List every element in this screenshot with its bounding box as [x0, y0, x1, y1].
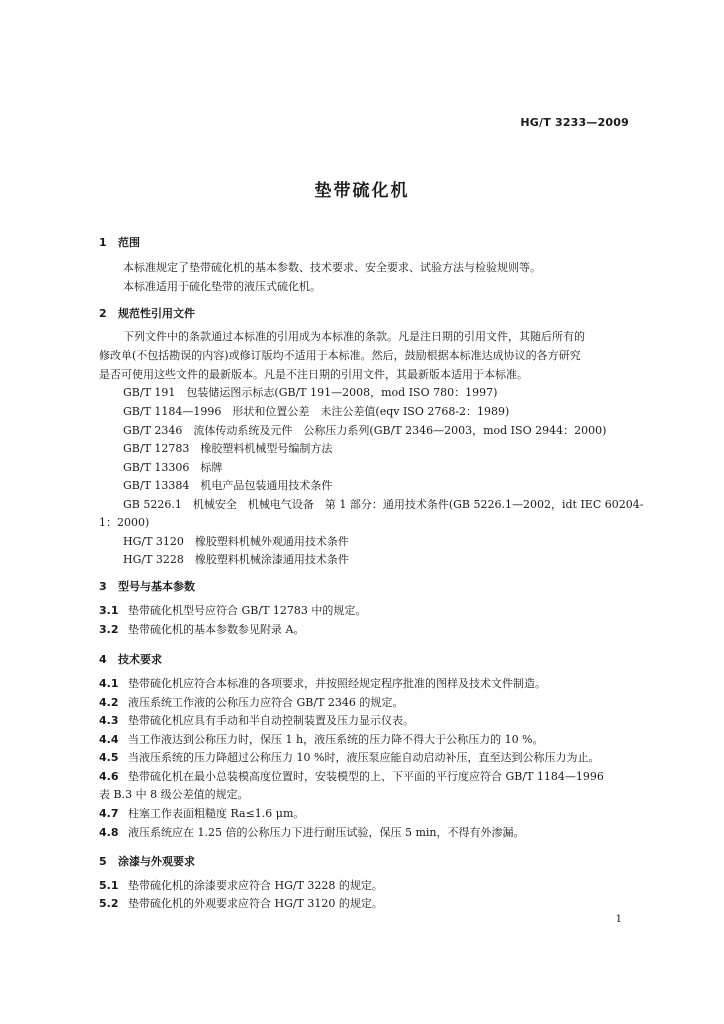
- section-heading-technical-requirements: 4 技术要求: [99, 653, 162, 666]
- reference-item: GB/T 2346 流体传动系统及元件 公称压力系列(GB/T 2346—2003，mod ISO 2944：2000): [123, 424, 607, 437]
- reference-item-continuation: 1：2000): [99, 516, 150, 529]
- reference-item: GB/T 13384 机电产品包装通用技术条件: [123, 479, 333, 492]
- clause-4-2: 4.2 液压系统工作液的公称压力应符合 GB/T 2346 的规定。: [99, 696, 404, 709]
- clause-4-4: 4.4 当工作液达到公称压力时，保压 1 h，液压系统的压力降不得大于公称压力的 10 %。: [99, 733, 544, 746]
- standard-code: HG/T 3233—2009: [520, 116, 629, 129]
- reference-item: GB/T 1184—1996 形状和位置公差 未注公差值(eqv ISO 2768-2：1989): [123, 405, 510, 418]
- clause-4-6-continuation: 表 B.3 中 8 级公差值的规定。: [99, 788, 249, 801]
- reference-item: GB/T 191 包装储运图示标志(GB/T 191—2008，mod ISO 780：1997): [123, 386, 498, 399]
- reference-item: HG/T 3120 橡胶塑料机械外观通用技术条件: [123, 535, 349, 548]
- paragraph-line: 本标准规定了垫带硫化机的基本参数、技术要求、安全要求、试验方法与检验规则等。: [123, 261, 541, 274]
- reference-item: GB 5226.1 机械安全 机械电气设备 第 1 部分：通用技术条件(GB 5226.1—2002，idt IEC 60204-: [123, 498, 644, 511]
- clause-3-1: 3.1 垫带硫化机型号应符合 GB/T 12783 中的规定。: [99, 604, 367, 617]
- section-heading-model-parameters: 3 型号与基本参数: [99, 580, 195, 593]
- clause-4-6: 4.6 垫带硫化机在最小总装模高度位置时，安装模型的上、下平面的平行度应符合 GB/T 1184—1996: [99, 770, 604, 783]
- paragraph-line: 下列文件中的条款通过本标准的引用成为本标准的条款。凡是注日期的引用文件，其随后所有的: [123, 330, 585, 343]
- clause-4-5: 4.5 当液压系统的压力降超过公称压力 10 %时，液压泵应能自动启动补压，直至达到公称压力为止。: [99, 751, 600, 764]
- document-title: 垫带硫化机: [314, 181, 410, 201]
- section-heading-scope: 1 范围: [99, 236, 140, 249]
- paragraph-line: 本标准适用于硫化垫带的液压式硫化机。: [123, 280, 321, 293]
- clause-4-1: 4.1 垫带硫化机应符合本标准的各项要求，并按照经规定程序批准的图样及技术文件制造。: [99, 677, 546, 690]
- page-number: 1: [615, 914, 622, 925]
- clause-5-2: 5.2 垫带硫化机的外观要求应符合 HG/T 3120 的规定。: [99, 897, 383, 910]
- paragraph-line: 是否可使用这些文件的最新版本。凡是不注日期的引用文件，其最新版本适用于本标准。: [99, 368, 528, 381]
- clause-3-2: 3.2 垫带硫化机的基本参数参见附录 A。: [99, 623, 305, 636]
- clause-4-7: 4.7 柱塞工作表面粗糙度 Ra≤1.6 μm。: [99, 807, 305, 820]
- clause-4-3: 4.3 垫带硫化机应具有手动和半自动控制装置及压力显示仪表。: [99, 714, 414, 727]
- reference-item: HG/T 3228 橡胶塑料机械涂漆通用技术条件: [123, 553, 349, 566]
- clause-5-1: 5.1 垫带硫化机的涂漆要求应符合 HG/T 3228 的规定。: [99, 879, 383, 892]
- reference-item: GB/T 12783 橡胶塑料机械型号编制方法: [123, 442, 333, 455]
- section-heading-normative-references: 2 规范性引用文件: [99, 307, 195, 320]
- reference-item: GB/T 13306 标牌: [123, 461, 223, 474]
- clause-4-8: 4.8 液压系统应在 1.25 倍的公称压力下进行耐压试验，保压 5 min，不得有外渗漏。: [99, 826, 525, 839]
- paragraph-line: 修改单(不包括勘误的内容)或修订版均不适用于本标准。然后，鼓励根据本标准达成协议的各方研究: [99, 349, 581, 362]
- section-heading-paint-appearance: 5 涂漆与外观要求: [99, 855, 195, 868]
